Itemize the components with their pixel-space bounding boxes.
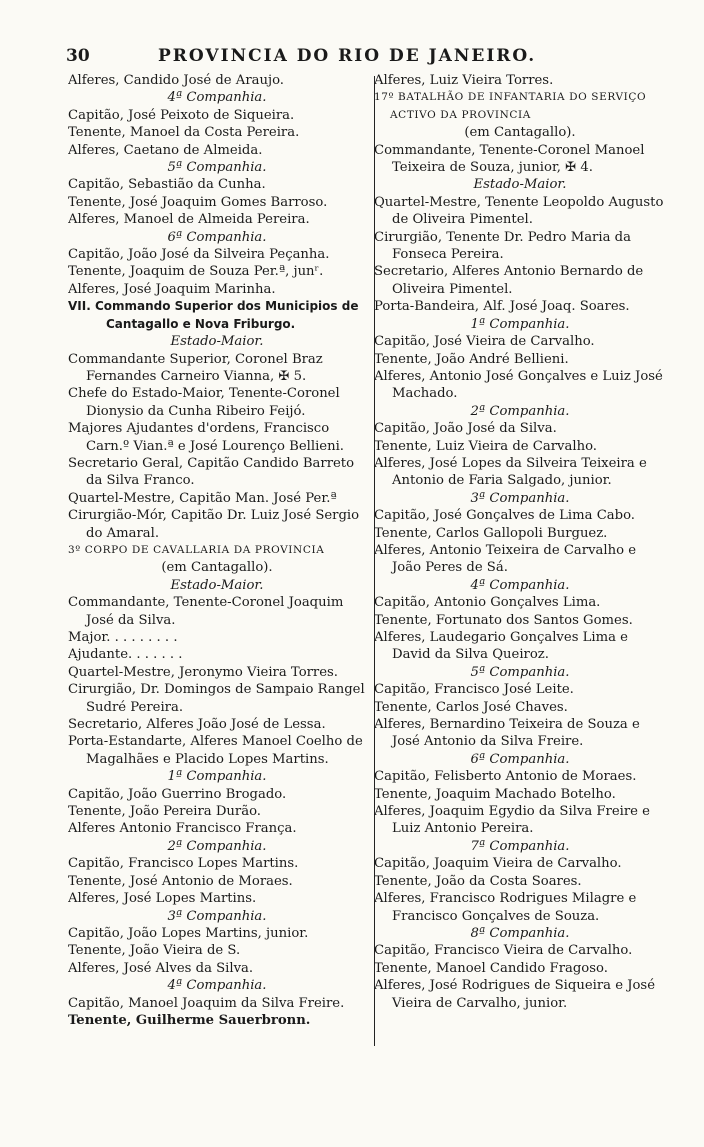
page-header [66,46,660,68]
text-line: Tenente, José Antonio de Moraes. [68,873,293,889]
text-line: Alferes, Candido José de Araujo. [68,73,284,88]
section-heading: 1ª Companhia. [167,769,267,785]
right-column [374,72,666,1012]
section-heading: 5ª Companhia. [167,160,267,176]
command-heading: VII. Commando Superior dos Municipios de Cantagallo e Nova Friburgo. [68,299,359,331]
page-number: 30 [66,46,90,66]
text-line: Tenente, Joaquim de Souza Per.ª, junʳ. [68,264,324,280]
section-heading: 4ª Companhia. [167,90,267,106]
text-line: Cirurgião, Dr. Domingos de Sampaio Rangel Sudré Pereira. [68,682,365,715]
section-heading: 6ª Companhia. [167,229,267,245]
text-line: Capitão, Francisco Vieira de Carvalho. [374,943,633,959]
text-line: Alferes, Francisco Rodrigues Milagre e Francisco Gonçalves de Souza. [374,891,637,924]
text-line: Alferes Antonio Francisco França. [68,821,297,837]
text-line: Alferes, Luiz Vieira Torres. [374,73,554,88]
text-line: Secretario, Alferes João José de Lessa. [68,717,326,733]
text-line: Capitão, José Gonçalves de Lima Cabo. [374,508,636,524]
text-line: Alferes, José Lopes Martins. [68,891,257,907]
text-line: Majores Ajudantes d'ordens, Francisco Carn.º Vian.ª e José Lourenço Bellieni. [68,421,344,454]
text-line: Capitão, Antonio Gonçalves Lima. [374,595,601,611]
text-line: Commandante, Tenente-Coronel Manoel Teixeira de Souza, junior, ✠ 4. [374,142,645,176]
section-heading: Estado-Maior. [473,177,567,193]
text-line: Capitão, Manoel Joaquim da Silva Freire. [68,995,345,1011]
section-heading: 7ª Companhia. [470,838,570,854]
text-line: Capitão, Francisco Lopes Martins. [68,856,299,872]
section-heading: 6ª Companhia. [470,751,570,767]
left-column [68,72,366,1029]
page-title: PROVINCIA DO RIO DE JANEIRO. [158,46,537,66]
text-line: Alferes, Antonio José Gonçalves e Luiz José Machado. [374,368,663,402]
text-line: Cirurgião-Mór, Capitão Dr. Luiz José Sergio do Amaral. [68,508,360,541]
text-line: Tenente, João Vieira de S. [68,943,241,959]
text-line: Tenente, José Joaquim Gomes Barroso. [68,194,328,210]
section-heading: 4ª Companhia. [167,978,267,994]
text-line: Capitão, João Lopes Martins, junior. [68,925,309,941]
text-line: Capitão, José Peixoto de Siqueira. [68,107,295,123]
text-line: Alferes, Bernardino Teixeira de Souza e José Antonio da Silva Freire. [374,717,640,750]
text-line: Capitão, José Vieira de Carvalho. [374,334,595,350]
text-line: Alferes, Caetano de Almeida. [68,142,263,158]
corps-heading: 3º CORPO DE CAVALLARIA DA PROVINCIA [68,543,325,556]
section-heading: 2ª Companhia. [470,403,570,419]
text-line: Capitão, João José da Silveira Peçanha. [68,247,330,263]
section-heading: 3ª Companhia. [470,490,570,506]
text-line: Quartel-Mestre, Jeronymo Vieira Torres. [68,664,339,680]
text-line: Commandante, Tenente-Coronel Joaquim José da Silva. [68,595,344,628]
text-line: Tenente, João da Costa Soares. [374,873,582,889]
text-line: Tenente, Luiz Vieira de Carvalho. [374,438,597,454]
text-line: Alferes, José Alves da Silva. [68,960,254,976]
text-line: Capitão, Sebastião da Cunha. [68,177,266,193]
text-line: Tenente, Manoel da Costa Pereira. [68,125,300,141]
section-heading: 3ª Companhia. [167,908,267,924]
text-line: Alferes, José Lopes da Silveira Teixeira e Antonio de Faria Salgado, junior. [374,455,647,489]
text-line: Ajudante. . . . . . . [68,647,183,663]
text-line: Capitão, João José da Silva. [374,421,557,437]
text-line: Porta-Estandarte, Alferes Manoel Coelho de Magalhães e Placido Lopes Martins. [68,734,363,767]
text-line: Capitão, João Guerrino Brogado. [68,786,287,802]
text-line: Alferes, Laudegario Gonçalves Lima e David da Silva Queiroz. [374,630,628,663]
text-line: Secretario Geral, Capitão Candido Barreto da Silva Franco. [68,455,355,489]
text-line: Chefe do Estado-Maior, Tenente-Coronel Dionysio da Cunha Ribeiro Feijó. [68,386,340,419]
text-line: Tenente, Manoel Candido Fragoso. [374,960,608,976]
text-line: Tenente, Joaquim Machado Botelho. [374,786,616,802]
text-line: Capitão, Joaquim Vieira de Carvalho. [374,856,622,872]
text-line: Alferes, Antonio Teixeira de Carvalho e João Peres de Sá. [374,542,637,576]
text-line: Cirurgião, Tenente Dr. Pedro Maria da Fonseca Pereira. [374,229,631,263]
text-line: Quartel-Mestre, Tenente Leopoldo Augusto de Oliveira Pimentel. [374,194,664,228]
section-heading: Estado-Maior. [170,334,264,350]
text-line: Tenente, João André Bellieni. [374,351,569,367]
text-line: Tenente, Carlos Gallopoli Burguez. [374,525,608,541]
section-heading: 2ª Companhia. [167,838,267,854]
section-heading: 1ª Companhia. [470,316,570,332]
text-line: Commandante Superior, Coronel Braz Fernandes Carneiro Vianna, ✠ 5. [68,351,323,384]
section-heading: 8ª Companhia. [470,925,570,941]
text-line: Secretario, Alferes Antonio Bernardo de Oliveira Pimentel. [374,264,644,297]
text-line: Tenente, Carlos José Chaves. [374,699,568,715]
text-line: Alferes, José Rodrigues de Siqueira e José Vieira de Carvalho, junior. [374,978,656,1011]
text-line: Tenente, Fortunato dos Santos Gomes. [374,612,633,628]
corps-location: (em Cantagallo). [161,560,273,576]
text-line: Quartel-Mestre, Capitão Man. José Per.ª [68,490,337,506]
section-heading: Estado-Maior. [170,577,264,593]
text-line: Alferes, Manoel de Almeida Pereira. [68,212,310,228]
text-line: Tenente, João Pereira Durão. [68,804,261,820]
text-line: Major. . . . . . . . . [68,630,178,645]
section-heading: 5ª Companhia. [470,664,570,680]
text-line: Alferes, José Joaquim Marinha. [68,281,276,297]
section-heading: 4ª Companhia. [470,577,570,593]
battalion-heading: 17º BATALHÃO DE INFANTARIA DO SERVIÇO ACTIVO DA PROVINCIA [374,91,647,121]
text-line: Capitão, Felisberto Antonio de Moraes. [374,769,637,785]
text-line: Porta-Bandeira, Alf. José Joaq. Soares. [374,299,630,315]
text-line: Alferes, Joaquim Egydio da Silva Freire e Luiz Antonio Pereira. [374,804,650,837]
text-line: Tenente, Guilherme Sauerbronn. [68,1012,311,1028]
text-line: Capitão, Francisco José Leite. [374,682,574,698]
battalion-location: (em Cantagallo). [464,125,576,141]
